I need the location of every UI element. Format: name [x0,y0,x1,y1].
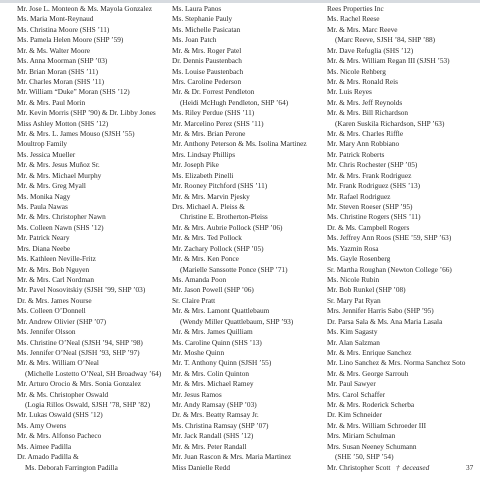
donor-name: Ms. Joan Patch [172,35,217,45]
donor-name: Mr. & Mrs. Marc Reeve [327,24,398,34]
donor-name: Ms. Christina Moore (SHS ’11) [17,24,110,34]
donor-name: Mr. Anthony Peterson & Ms. Isolina Martinez [172,139,307,149]
donor-name: Ms. Colleen Nawn (SHS ’12) [17,222,104,232]
donor-name: Ms. Jennifer Olsson [17,327,76,337]
donor-name: Mr. & Mrs. Carl Nordman [17,274,95,284]
donor-name: Ms. Rachel Reese [327,14,380,24]
donor-name: Mr. Lino Sanchez & Mrs. Norma Sanchez Soto [327,358,466,368]
donor-name: Mr. Alan Salzman [327,337,380,347]
donor-name: Rees Properties Inc [327,4,384,13]
donor-name: Mr. & Mrs. James Quilliam [172,327,253,337]
donor-name: Ms. Riley Perdue (SHS ’11) [172,108,255,118]
donor-name: Mr. Dave Refuglia (SHS ’12) [327,45,414,55]
donor-name: Mr. & Ms. Christopher Oswald [17,389,109,399]
donor-name: Mrs. Caroline Pederson [172,76,242,86]
donor-name-continuation: (Karen Suskila Richardson, SHP ’63) [335,118,445,128]
donor-name-continuation: Christine E. Brotherton-Pleiss [180,212,268,222]
donor-name: Mr. Bob Runkel (SHP ’08) [327,285,406,295]
donor-name: Mr. & Mrs. Greg Myall [17,181,86,191]
donor-name-continuation: (Marielle Sanssotte Ponce (SHP ’71) [180,264,288,274]
donor-name: Mr. Charles Moran (SHS ’11) [17,76,105,86]
donor-name: Ms. Elizabeth Pinelli [172,170,234,180]
donor-name: Mr. William “Duke” Moran (SHS ’12) [17,87,130,97]
donor-name: Mr. Kevin Morris (SHP ’90) & Dr. Libby Jones [17,108,156,118]
donor-name: Mr. & Mrs. Colin Quinton [172,368,250,378]
donor-name: Ms. Amanda Poon [172,274,227,284]
donor-name: Moultrop Family [17,139,68,149]
donor-name: Dr. Dennis Paustenbach [172,56,242,66]
donor-name: Mrs. Miriam Schulman [327,431,396,441]
donor-name: Mr. & Mrs. Ted Pollock [172,233,242,243]
page-number: 37 [466,463,474,472]
donor-name: Dr. & Mrs. James Nourse [17,295,92,305]
donor-name: Mr. & Mrs. Michael Murphy [17,170,102,180]
top-rule [0,0,480,3]
donor-name: Mrs. Diana Neebe [17,243,71,253]
donor-column-2 [172,4,322,473]
donor-name: Mr. Lukas Oswald (SHS ’12) [17,410,103,420]
donor-name-continuation: (Marc Reeve, SJSH ’84, SHP ’88) [335,35,436,45]
donor-name: Mr. & Mrs. William O’Neal [17,358,99,368]
donor-name: Mr. Jose L. Monteon & Ms. Mayola Gonzalez [17,4,152,13]
donor-name: Ms. Stephanie Pauly [172,14,233,24]
donor-name: Ms. Christina Ramsay (SHP ’07) [172,420,269,430]
donor-name: Mr. Marcelino Perez (SHS ’11) [172,118,264,128]
donor-name-continuation: (Michelle Lostetto O’Neal, SH Broadway ’64) [25,368,162,378]
donor-name: Mr. Andrew Olivier (SHP ’07) [17,316,107,326]
donor-name: Mr. Zachary Pollock (SHP ’05) [172,243,264,253]
donor-name: Mr. & Dr. Forrest Pendleton [172,87,255,97]
dagger-symbol: † [396,463,400,472]
donor-name: Mr. & Mrs. Paul Morin [17,97,86,107]
donor-name: Mr. & Mrs. William Regan III (SJSH ’53) [327,56,450,66]
donor-name: Mr. Jesus Ramos [172,389,222,399]
donor-name: Ms. Christine O’Neal (SJSH ’94, SHP ’98) [17,337,143,347]
donor-name: Mr. & Mrs. Peter Randall [172,441,247,451]
donor-name: Ms. Nicole Rehberg [327,66,386,76]
donor-name: Dr. Amado Padilla & [17,452,79,462]
donor-name: Ms. Kathleen Neville-Fritz [17,254,96,264]
donor-name: Mr. Paul Sawyer [327,379,376,389]
donor-name: Ms. Maria Mont-Reynaud [17,14,94,24]
donor-name: Mr. Steven Roeser (SHP ’95) [327,202,413,212]
donor-name: Mr. & Mrs. Roger Patel [172,45,242,55]
donor-name: Mr. & Mrs. Bob Nguyen [17,264,90,274]
donor-name: Sr. Martha Roughan (Newton College ’66) [327,264,452,274]
donor-name: Sr. Mary Pat Ryan [327,295,381,305]
donor-name: Mr. Andy Ramsay (SHP ’03) [172,400,257,410]
donor-name: Ms. Monika Nagy [17,191,71,201]
donor-name: Mr. & Mrs. Lamont Quattlebaum [172,306,270,316]
donor-name: Mr. Brian Moran (SHS ’11) [17,66,99,76]
donor-name: Mr. Christopher Scott [327,462,391,472]
donor-name: Ms. Gayle Rosenberg [327,254,391,264]
donor-name-continuation: (Heidi McHugh Pendleton, SHP ’64) [180,97,289,107]
donor-name: Drs. Michael A. Pleiss & [172,202,245,212]
donor-name: Ms. Colleen O’Donnell [17,306,86,316]
donor-name: Mr. Mary Ann Robbiano [327,139,400,149]
donor-name: Mr. & Mrs. Frank Rodriguez [327,170,412,180]
donor-name: Mr. Arturo Orocio & Mrs. Sonia Gonzalez [17,379,142,389]
donor-name: Mr. Jason Powell (SHP ’06) [172,285,254,295]
donor-name: Mr. & Mrs. William Schroeder III [327,420,427,430]
donor-name: Mr. Frank Rodriguez (SHS ’13) [327,181,421,191]
donor-name: Mr. T. Anthony Quinn (SJSH ’55) [172,358,272,368]
donor-name: Ms. Nicole Rubin [327,274,380,284]
donor-column-1 [17,4,167,473]
donor-name: Ms. Amy Owens [17,420,67,430]
donor-name: Ms. Paula Nawas [17,202,68,212]
donor-name: Ms. Jennifer O’Neal (SJSH ’93, SHP ’97) [17,347,140,357]
donor-name-continuation: (Wendy Miller Quattlebaum, SHP ’93) [180,316,294,326]
donor-name: Ms. Caroline Quinn (SHS ’13) [172,337,262,347]
donor-name: Dr. Parsa Sala & Ms. Ana Maria Lasala [327,316,443,326]
deceased-legend [396,463,429,472]
donor-name: Mr. Jack Randall (SHS ’12) [172,431,254,441]
donor-name: Ms. Christine Rogers (SHS ’11) [327,212,421,222]
donor-name: Ms. Louise Paustenbach [172,66,244,76]
donor-name: Ms. Michelle Pasicatan [172,24,241,34]
donor-name: Mr. Luis Reyes [327,87,372,97]
donor-name: Mr. & Mrs. Ken Ponce [172,254,239,264]
donor-name: Ms. Kim Sagasty [327,327,378,337]
donor-name: Dr. & Mrs. Beatty Ramsay Jr. [172,410,259,420]
donor-name: Mr. & Mrs. Jesus Muñoz Sr. [17,160,100,170]
donor-name: Dr. Kim Schneider [327,410,382,420]
donor-name: Mr. Patrick Roberts [327,149,385,159]
donor-name: Mrs. Jennifer Harris Sabo (SHP ’95) [327,306,434,316]
donor-name: Mr. & Mrs. Brian Perone [172,129,246,139]
donor-name: Mr. & Ms. Walter Moore [17,45,91,55]
donor-name: Mr. Rafael Rodriguez [327,191,391,201]
donor-name: Mr. & Mrs. Enrique Sanchez [327,347,412,357]
donor-column-3 [327,4,477,473]
donor-name: Miss Ashley Motton (SHS ’12) [17,118,109,128]
donor-name: Mr. & Mrs. Charles Riffle [327,129,404,139]
donor-name: Mr. Chris Rochester (SHP ’05) [327,160,418,170]
donor-name: Mrs. Carol Schaffer [327,389,386,399]
donor-name: Mr. Joseph Pike [172,160,219,170]
donor-name: Mr. & Mrs. L. James Mouso (SJSH ’55) [17,129,135,139]
donor-name: Miss Danielle Redd [172,462,230,472]
donor-name: Ms. Aimee Padilla [17,441,72,451]
donor-name: Mr. Juan Rascon & Mrs. Maria Martinez [172,452,292,462]
donor-name: Ms. Laura Panos [172,4,222,13]
donor-name: Mr. & Mrs. Roderick Scherba [327,400,415,410]
donor-name: Mr. Patrick Neary [17,233,70,243]
donor-name: Sr. Claire Pratt [172,295,216,305]
donor-name: Mr. & Mrs. Christopher Nawn [17,212,106,222]
donor-name: Mr. & Mrs. Aubrie Pollock (SHP ’06) [172,222,283,232]
donor-name-continuation: Ms. Deborah Farrington Padilla [25,462,118,472]
donor-name: Mr. & Mrs. Michael Ramey [172,379,254,389]
donor-name: Ms. Yazmin Rosa [327,243,379,253]
donor-name: Mr. Moshe Quinn [172,347,225,357]
donor-name: Mr. & Mrs. Jeff Reynolds [327,97,403,107]
donor-name: Mr. Rooney Pitchford (SHS ’11) [172,181,268,191]
donor-name: Mr. & Mrs. Marvin Pjesky [172,191,250,201]
donor-name: Ms. Pamela Helen Moore (SHP ’59) [17,35,124,45]
donor-name: Mr. & Mrs. Ronald Reis [327,76,398,86]
donor-name: Dr. & Ms. Campbell Rogers [327,222,410,232]
donor-name: Mr. & Mrs. Alfonso Pacheco [17,431,102,441]
donor-name-continuation: (Logia Rillos Oswald, SJSH ’78, SHP ’82) [25,400,150,410]
donor-name: Ms. Anna Moorman (SHP ’03) [17,56,108,66]
donor-name: Mr. & Mrs. Bill Richardson [327,108,409,118]
donor-name: Ms. Jeffrey Ann Roos (SHE ’59, SHP ’63) [327,233,452,243]
donor-name: Mrs. Lindsay Phillips [172,149,236,159]
donor-name: Mr. Pavel Nosovitskiy (SJSH ’99, SHP ’03) [17,285,146,295]
deceased-label: deceased [402,463,430,472]
donor-name: Ms. Jessica Mueller [17,149,76,159]
donor-name: Mrs. Susan Neeney Schumann [327,441,417,451]
donor-name-continuation: (SHE ’50, SHP ’54) [335,452,394,462]
donor-name: Mr. & Mrs. George Sarrouh [327,368,409,378]
